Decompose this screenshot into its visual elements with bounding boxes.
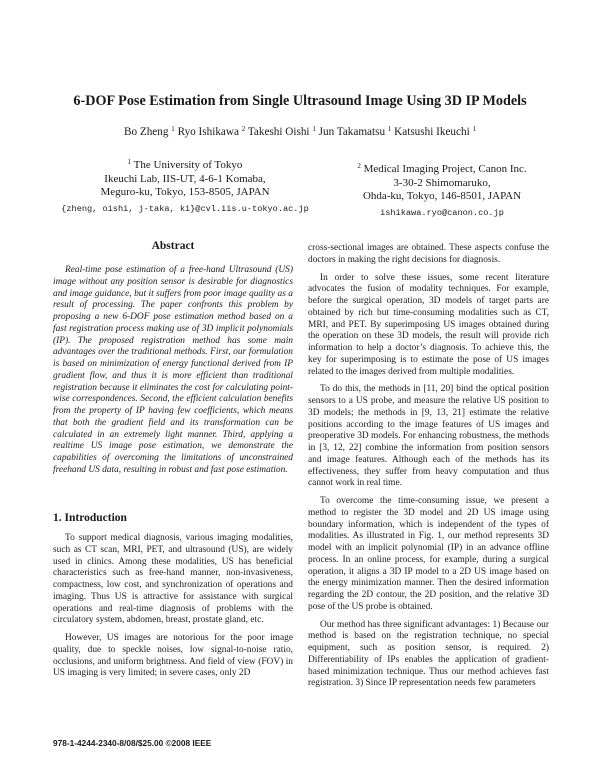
paragraph: To overcome the time-consuming issue, we present a method to register the 3D model and 2D US image using boundary information, which is independent of the types of modalities. As illustrated in Fig. 1, our method represents 3D model with an implicit polynomial (IP) in an advance offline process. In an online process, for example, during a surgical operation, it aligns a 3D IP model to a 2D US image based on the energy minimization manner. Then the desired information regarding the 2D contour, the 2D position, and the relative 3D pose of the US probe is obtained.	[308, 496, 549, 612]
abstract-heading: Abstract	[151, 240, 195, 252]
author-affiliation-mark: 1	[312, 125, 316, 133]
affiliation-number: 1	[127, 158, 132, 166]
paragraph: However, US images are notorious for the poor image quality, due to speckle noises, low signal-to-noise ratio, occlusions, and uniform brightness. And field of view (FOV) in US imaging is very limited; in severe cases, only 2D	[53, 633, 293, 679]
section-heading-introduction: 1. Introduction	[53, 512, 127, 524]
author-affiliation-mark: 2	[241, 125, 246, 133]
affiliation-email: {zheng, oishi, j-taka, ki}@cvl.iis.u-tokyo.ac.jp	[61, 203, 309, 214]
author-affiliation-mark: 1	[472, 125, 476, 133]
author-name: Bo Zheng	[124, 126, 169, 138]
paragraph: In order to solve these issues, some recent literature advocates the fusion of modality techniques. For example, before the surgical operation, 3D models of target parts are obtained by rich but time-consuming modalities such as CT, MRI, and PET. By superimposing US images obtained during the operation on these 3D models, the result will provide rich information to help a doctor’s diagnosis. To achieve this, the key for superimposing is to estimate the pose of US images related to the images derived from multiple modalities.	[308, 272, 549, 377]
affiliation-line: Ikeuchi Lab, IIS-UT, 4-6-1 Komaba,	[104, 172, 266, 185]
affiliation-line: Meguro-ku, Tokyo, 153-8505, JAPAN	[100, 186, 270, 198]
affiliation-line: Ohda-ku, Tokyo, 146-8501, JAPAN	[362, 190, 522, 202]
abstract-text: Real-time pose estimation of a free-hand Ultrasound (US) image without any position sensor is desirable for diagnostics and image guidance, but it suffers from poor image quality as a result of processing. The paper confronts this problem by proposing a new 6-DOF pose estimation method based on a fast registration process making use of 3D implicit polynomials (IP). The proposed registration method has some main advantages over the traditional methods. First, our formulation is based on minimization of energy functional derived from IP gradient flow, and thus it is more efficient than traditional registration because it eliminates the cost for calculating point-wise correspondences. Second, the efficient calculation benefits from the property of IP having few coefficients, which means that both the gradient field and its transformation can be calculated in an extremely light manner. Third, applying a realtime US image pose estimation, we demonstrate the capabilities of overcoming the limitations of unconstrained freehand US data, resulting in robust and fast pose estimation.	[53, 265, 293, 475]
author-affiliation-mark: 1	[171, 125, 175, 133]
author-list	[40, 125, 560, 139]
affiliation-line: The University of Tokyo	[133, 159, 243, 171]
author-name: Jun Takamatsu	[318, 126, 386, 138]
affiliation-number: 2	[357, 162, 361, 170]
affiliation-line: Medical Imaging Project, Canon Inc.	[363, 163, 527, 175]
abstract-body	[53, 265, 293, 477]
paragraph: cross-sectional images are obtained. These aspects confuse the doctors in making the right decisions for diagnosis.	[308, 243, 549, 265]
affiliation-2	[322, 163, 562, 220]
affiliation-1	[40, 159, 330, 216]
paragraph: Our method has three significant advantages: 1) Because our method is based on the registration technique, no special equipment, such as position sensor, is required. 2) Differentiability of IPs enables the application of gradient-based minimization technique. Thus our method achieves fast registration. 3) Since IP representation needs few parameters	[308, 619, 549, 689]
paper-title: 6-DOF Pose Estimation from Single Ultrasound Image Using 3D IP Models	[73, 93, 527, 109]
right-column	[308, 243, 549, 696]
author-name: Takeshi Oishi	[247, 126, 310, 138]
affiliation-line: 3-30-2 Shimomaruko,	[393, 176, 491, 189]
author-name: Katsushi Ikeuchi	[394, 126, 470, 138]
copyright-footer: 978-1-4244-2340-8/08/$25.00 ©2008 IEEE	[53, 738, 212, 748]
affiliation-email: ishikawa.ryo@canon.co.jp	[380, 207, 504, 218]
author-affiliation-mark: 1	[387, 125, 392, 133]
paragraph: To do this, the methods in [11, 20] bind the optical position sensors to a US probe, and measure the relative US position to 3D models; the methods in [9, 13, 21] estimate the relative positions according to the image features of US images and preoperative 3D models. For enhancing robustness, the methods in [3, 12, 22] combine the information from position sensors and image features. Although each of the methods has its effectiveness, they suffer from heavy computation and thus cannot work in real time.	[308, 384, 549, 489]
introduction-body	[53, 533, 293, 686]
author-name: Ryo Ishikawa	[177, 126, 239, 138]
paragraph: To support medical diagnosis, various imaging modalities, such as CT scan, MRI, PET, and ultrasound (US), are widely used in clinics. Among these modalities, US has beneficial characteristics such as free-hand manner, non-invasiveness, compactness, low cost, and synchronization of operations and imaging. Thus US is attractive for assistance with surgical operations and real-time diagnosis of problems with the circulatory system, abdomen, breast, prostate gland, etc.	[53, 533, 293, 626]
